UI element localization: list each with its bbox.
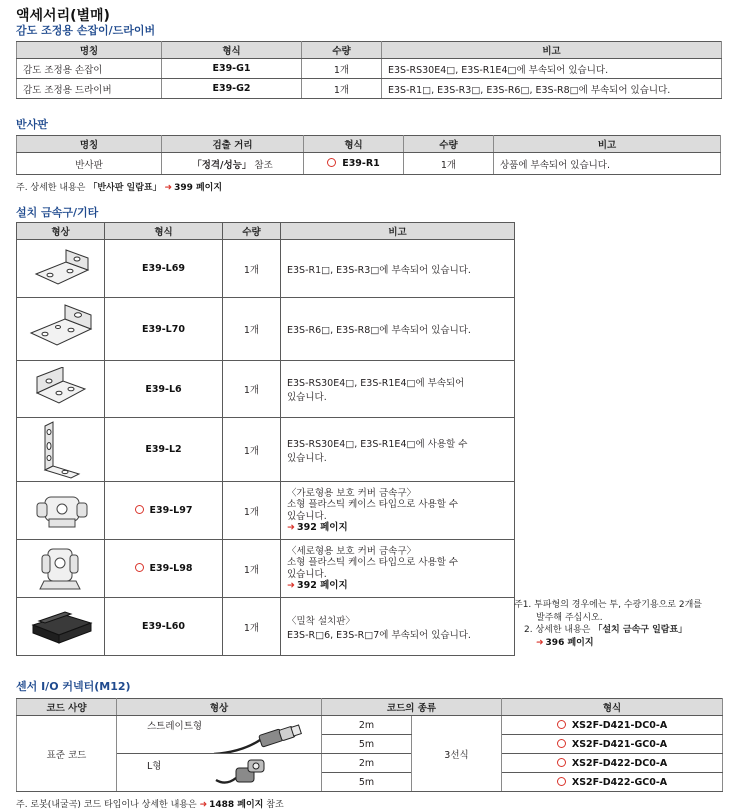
header-model: 형식 (162, 42, 302, 59)
ring-icon (557, 777, 566, 786)
cell-wire-type: 3선식 (412, 716, 502, 792)
reflector-footnote (16, 180, 222, 193)
cell-note: E3S-R1□, E3S-R3□, E3S-R6□, E3S-R8□에 부속되어 있습니다. (382, 79, 722, 99)
header-shape: 형상 (17, 223, 105, 240)
connector-table (16, 698, 723, 792)
table-row (17, 540, 515, 598)
note-line: E3S-R6□, E3S-R8□에 부속되어 있습니다. (287, 325, 471, 336)
cell-spec: 표준 코드 (17, 716, 117, 792)
bracket-l60-icon (25, 607, 97, 647)
reflector-table (16, 135, 721, 175)
bracket-l2-icon (31, 420, 91, 480)
adjust-table (16, 41, 722, 99)
table-row (17, 240, 515, 298)
ring-icon (135, 563, 144, 572)
header-model: 형식 (304, 136, 404, 153)
arrow-icon: ➜ (536, 637, 544, 648)
cell-note (281, 540, 515, 598)
page-title: 액세서리(별매) (16, 8, 110, 24)
header-model: 형식 (105, 223, 223, 240)
note-line: E3S-R1□, E3S-R3□에 부속되어 있습니다. (287, 264, 471, 276)
cell-model (502, 735, 723, 754)
header-type: 코드의 종류 (322, 699, 502, 716)
page-link[interactable]: 392 페이지 (296, 580, 348, 591)
arrow-icon: ➜ (287, 522, 295, 533)
bracket-side-note (514, 599, 736, 649)
cell-qty: 1개 (223, 418, 281, 482)
cell-shape (17, 418, 105, 482)
note-line: 〈세로형용 보호 커버 금속구〉 (287, 545, 417, 557)
section-title-bracket: 설치 금속구/기타 (16, 206, 99, 219)
table-row (17, 482, 515, 540)
note-line: E3S-RS30E4□, E3S-R1E4□에 사용할 수 (287, 438, 468, 450)
side-note-line: 발주해 주십시오. (536, 612, 603, 623)
header-spec: 코드 사양 (17, 699, 117, 716)
header-note: 비고 (281, 223, 515, 240)
cell-length: 2m (322, 716, 412, 735)
table-row (17, 418, 515, 482)
header-qty: 수량 (302, 42, 382, 59)
page-link[interactable]: 392 페이지 (296, 522, 348, 533)
header-model: 형식 (502, 699, 723, 716)
cell-note (281, 361, 515, 418)
note-line: 있습니다. (287, 452, 327, 464)
table-row (17, 361, 515, 418)
cell-shape (17, 240, 105, 298)
ring-icon (557, 739, 566, 748)
cell-note: 상품에 부속되어 있습니다. (494, 153, 721, 175)
ref-suffix: 참조 (254, 159, 273, 171)
header-distance: 검출 거리 (162, 136, 304, 153)
note-line: 〈가로형용 보호 커버 금속구〉 (287, 487, 417, 499)
cell-model (502, 716, 723, 735)
section-title-adjust: 감도 조정용 손잡이/드라이버 (16, 24, 156, 37)
cell-model (105, 540, 223, 598)
note-line: E3S-RS30E4□, E3S-R1E4□에 부속되어 (287, 378, 465, 389)
cell-shape (17, 361, 105, 418)
header-name: 명칭 (17, 42, 162, 59)
cell-model: E39-L69 (105, 240, 223, 298)
cell-shape (17, 598, 105, 656)
note-line: 있습니다. (287, 510, 327, 522)
header-shape: 형상 (117, 699, 322, 716)
cell-length: 5m (322, 735, 412, 754)
straight-connector-icon (212, 724, 312, 754)
cell-model: E39-L70 (105, 298, 223, 361)
table-row (17, 153, 721, 175)
cell-note (281, 298, 515, 361)
header-qty: 수량 (404, 136, 494, 153)
ring-icon (135, 505, 144, 514)
note-line: 소형 플라스틱 케이스 타입으로 사용할 수 (287, 557, 459, 568)
table-row (17, 716, 723, 735)
note-line: 〈밀착 설치판〉 (287, 615, 355, 627)
note-line: 있습니다. (287, 392, 327, 403)
table-row (17, 79, 722, 99)
model-text: XS2F-D421-DC0-A (571, 719, 668, 731)
cell-note (281, 240, 515, 298)
section-title-reflector: 반사판 (16, 118, 48, 131)
arrow-icon: ➜ (164, 183, 173, 193)
cell-distance (162, 153, 304, 175)
cell-model: E39-G1 (162, 59, 302, 79)
cell-shape-straight (117, 716, 322, 754)
model-text: XS2F-D422-DC0-A (571, 757, 668, 769)
cell-note: E3S-RS30E4□, E3S-R1E4□에 부속되어 있습니다. (382, 59, 722, 79)
model-text: E39-R1 (342, 158, 380, 169)
note-line: 소형 플라스틱 케이스 타입으로 사용할 수 (287, 499, 459, 510)
cell-model: E39-L60 (105, 598, 223, 656)
cell-model (105, 482, 223, 540)
cell-qty: 1개 (302, 79, 382, 99)
footnote-text: 주. 상세한 내용은 (16, 183, 86, 193)
cell-qty: 1개 (404, 153, 494, 175)
cell-model (502, 754, 723, 773)
note-line: 있습니다. (287, 568, 327, 580)
cell-qty: 1개 (223, 240, 281, 298)
page-link[interactable]: 1488 페이지 (209, 800, 264, 810)
cell-model (502, 773, 723, 792)
note-line: E3S-R□6, E3S-R□7에 부속되어 있습니다. (287, 629, 471, 641)
footnote-ref: 「반사판 일람표」 (88, 183, 162, 193)
side-note-line: 2. 상세한 내용은 (524, 625, 591, 635)
bracket-l69-icon (26, 246, 96, 292)
header-note: 비고 (494, 136, 721, 153)
arrow-icon: ➜ (287, 580, 295, 591)
model-text: XS2F-D421-GC0-A (571, 738, 668, 750)
rating-ref: 「정격/성능」 (192, 159, 252, 171)
cell-shape-l (117, 754, 322, 792)
bracket-l97-icon (31, 489, 91, 533)
cell-model: E39-L6 (105, 361, 223, 418)
side-note-ref: 「설치 금속구 일람표」 (593, 625, 688, 635)
cell-qty: 1개 (223, 598, 281, 656)
section-title-connector: 센서 I/O 커넥터(M12) (16, 680, 131, 693)
cell-note (281, 482, 515, 540)
l-connector-icon (212, 756, 312, 790)
cell-qty: 1개 (302, 59, 382, 79)
cell-shape (17, 482, 105, 540)
bracket-table (16, 222, 515, 656)
ring-icon (557, 720, 566, 729)
cell-qty: 1개 (223, 298, 281, 361)
cell-note (281, 598, 515, 656)
header-qty: 수량 (223, 223, 281, 240)
cell-name: 감도 조정용 드라이버 (17, 79, 162, 99)
straight-label: 스트레이트형 (147, 721, 203, 732)
cell-shape (17, 298, 105, 361)
side-note-line: 주1. 투파형의 경우에는 투, 수광기용으로 2개를 (514, 600, 702, 610)
connector-footnote (16, 797, 284, 810)
ring-icon (327, 158, 336, 167)
cell-qty: 1개 (223, 540, 281, 598)
table-row (17, 59, 722, 79)
footnote-text: 주. 로봇(내굴곡) 코드 타입이나 상세한 내용은 (16, 800, 197, 810)
table-row (17, 298, 515, 361)
table-row (17, 754, 723, 773)
cell-model: E39-L2 (105, 418, 223, 482)
page-link[interactable]: 396 페이지 (545, 637, 594, 648)
model-text: E39-L97 (149, 505, 193, 516)
page-link[interactable]: 399 페이지 (174, 183, 223, 193)
header-name: 명칭 (17, 136, 162, 153)
l-shape-label: L형 (147, 761, 162, 772)
model-text: E39-L98 (149, 563, 193, 574)
cell-note (281, 418, 515, 482)
arrow-icon: ➜ (199, 800, 208, 810)
cell-model (304, 153, 404, 175)
cell-length: 5m (322, 773, 412, 792)
cell-model: E39-G2 (162, 79, 302, 99)
bracket-l70-icon (25, 303, 97, 355)
header-note: 비고 (382, 42, 722, 59)
cell-qty: 1개 (223, 361, 281, 418)
ring-icon (557, 758, 566, 767)
cell-shape (17, 540, 105, 598)
cell-qty: 1개 (223, 482, 281, 540)
bracket-l98-icon (34, 545, 88, 593)
model-text: XS2F-D422-GC0-A (571, 776, 668, 788)
cell-name: 반사판 (17, 153, 162, 175)
bracket-l6-icon (29, 367, 93, 411)
cell-length: 2m (322, 754, 412, 773)
cell-name: 감도 조정용 손잡이 (17, 59, 162, 79)
footnote-suffix: 참조 (266, 800, 284, 810)
table-row (17, 598, 515, 656)
